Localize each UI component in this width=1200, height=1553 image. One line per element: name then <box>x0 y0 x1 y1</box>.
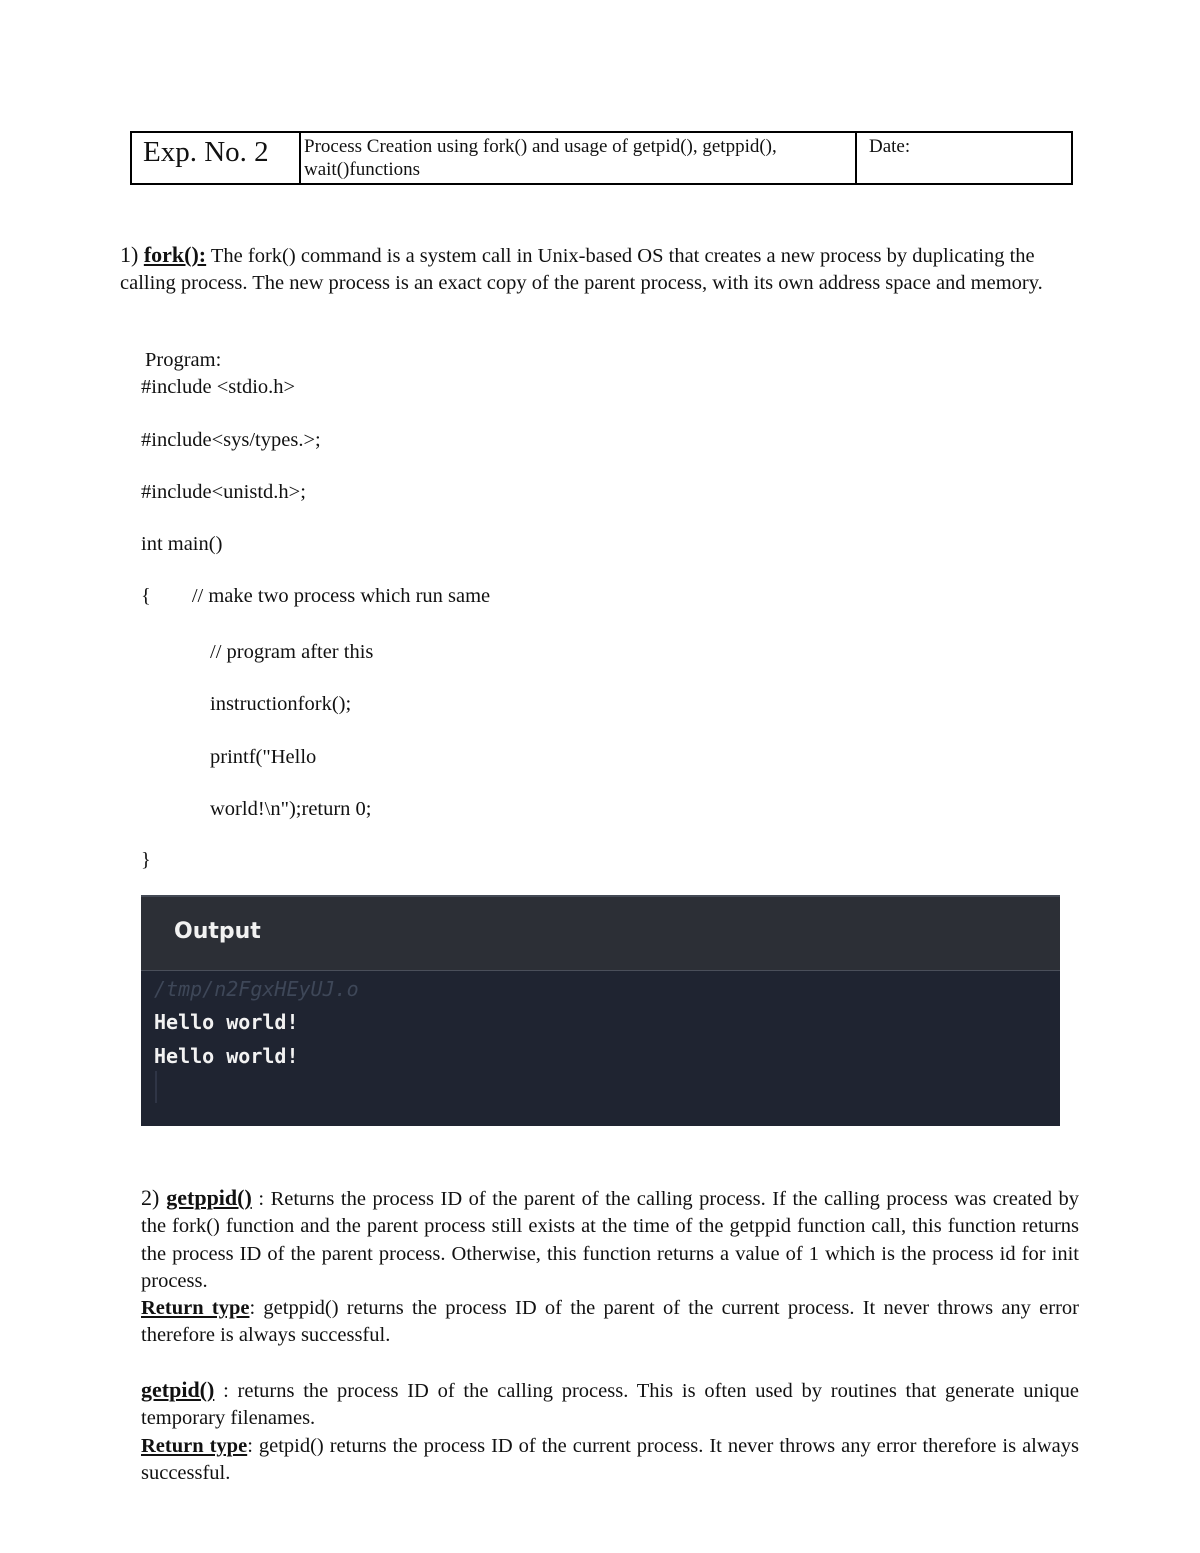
return-type-label: Return type <box>141 1434 248 1457</box>
experiment-number: Exp. No. 2 <box>131 132 300 184</box>
fork-description <box>120 241 1060 298</box>
experiment-title: Process Creation using fork() and usage of getpid(), getppid(), wait()functions <box>300 132 856 184</box>
output-title: Output <box>174 919 261 944</box>
code-line: world!\n");return 0; <box>210 798 372 820</box>
getpid-description <box>141 1376 1079 1487</box>
code-line: #include<sys/types.>; <box>141 429 321 451</box>
section-number: 1) <box>120 242 144 267</box>
terminal-cursor <box>155 1071 157 1103</box>
output-path: /tmp/n2FgxHEyUJ.o <box>154 977 359 1001</box>
code-line: { // make two process which run same <box>141 585 491 607</box>
getpid-term: getpid() <box>141 1377 215 1402</box>
code-line: // program after this <box>210 641 374 663</box>
fork-text: The fork() command is a system call in Unix-based OS that creates a new process by duplicating the calling process. The new process is an exact copy of the parent process, with its own address space and memory. <box>120 245 1043 295</box>
getpid-return-text: : getpid() returns the process ID of the current process. It never throws any error therefore is always successful. <box>141 1434 1079 1484</box>
experiment-header-table <box>130 131 1073 185</box>
code-line: instructionfork(); <box>210 693 352 715</box>
code-line: #include <stdio.h> <box>141 376 296 398</box>
code-line: printf("Hello <box>210 746 317 768</box>
program-label: Program: <box>145 349 222 371</box>
code-line: #include<unistd.h>; <box>141 481 306 503</box>
date-label: Date: <box>856 132 1072 184</box>
section-number: 2) <box>141 1185 167 1210</box>
code-line: int main() <box>141 533 223 555</box>
output-header <box>141 897 1060 971</box>
getppid-description <box>141 1184 1079 1350</box>
getpid-text: : returns the process ID of the calling process. This is often used by routines that generate unique temporary filenames. <box>141 1380 1079 1430</box>
fork-term: fork(): <box>143 242 207 267</box>
getppid-term: getppid() <box>166 1185 252 1210</box>
output-line: Hello world! <box>154 1010 299 1034</box>
output-line: Hello world! <box>154 1044 299 1068</box>
getppid-return-text: : getppid() returns the process ID of the parent of the current process. It never throws any error therefore is always successful. <box>141 1297 1080 1347</box>
output-panel <box>141 895 1060 1126</box>
code-line: } <box>141 849 151 871</box>
getppid-text: : Returns the process ID of the parent of the calling process. If the calling process was created by the fork() function and the parent process still exists at the time of the getppid function call, this function returns the process ID of the parent process. Otherwise, this function returns a value of 1 which is the process id for init process. <box>141 1188 1079 1292</box>
return-type-label: Return type <box>141 1297 250 1320</box>
